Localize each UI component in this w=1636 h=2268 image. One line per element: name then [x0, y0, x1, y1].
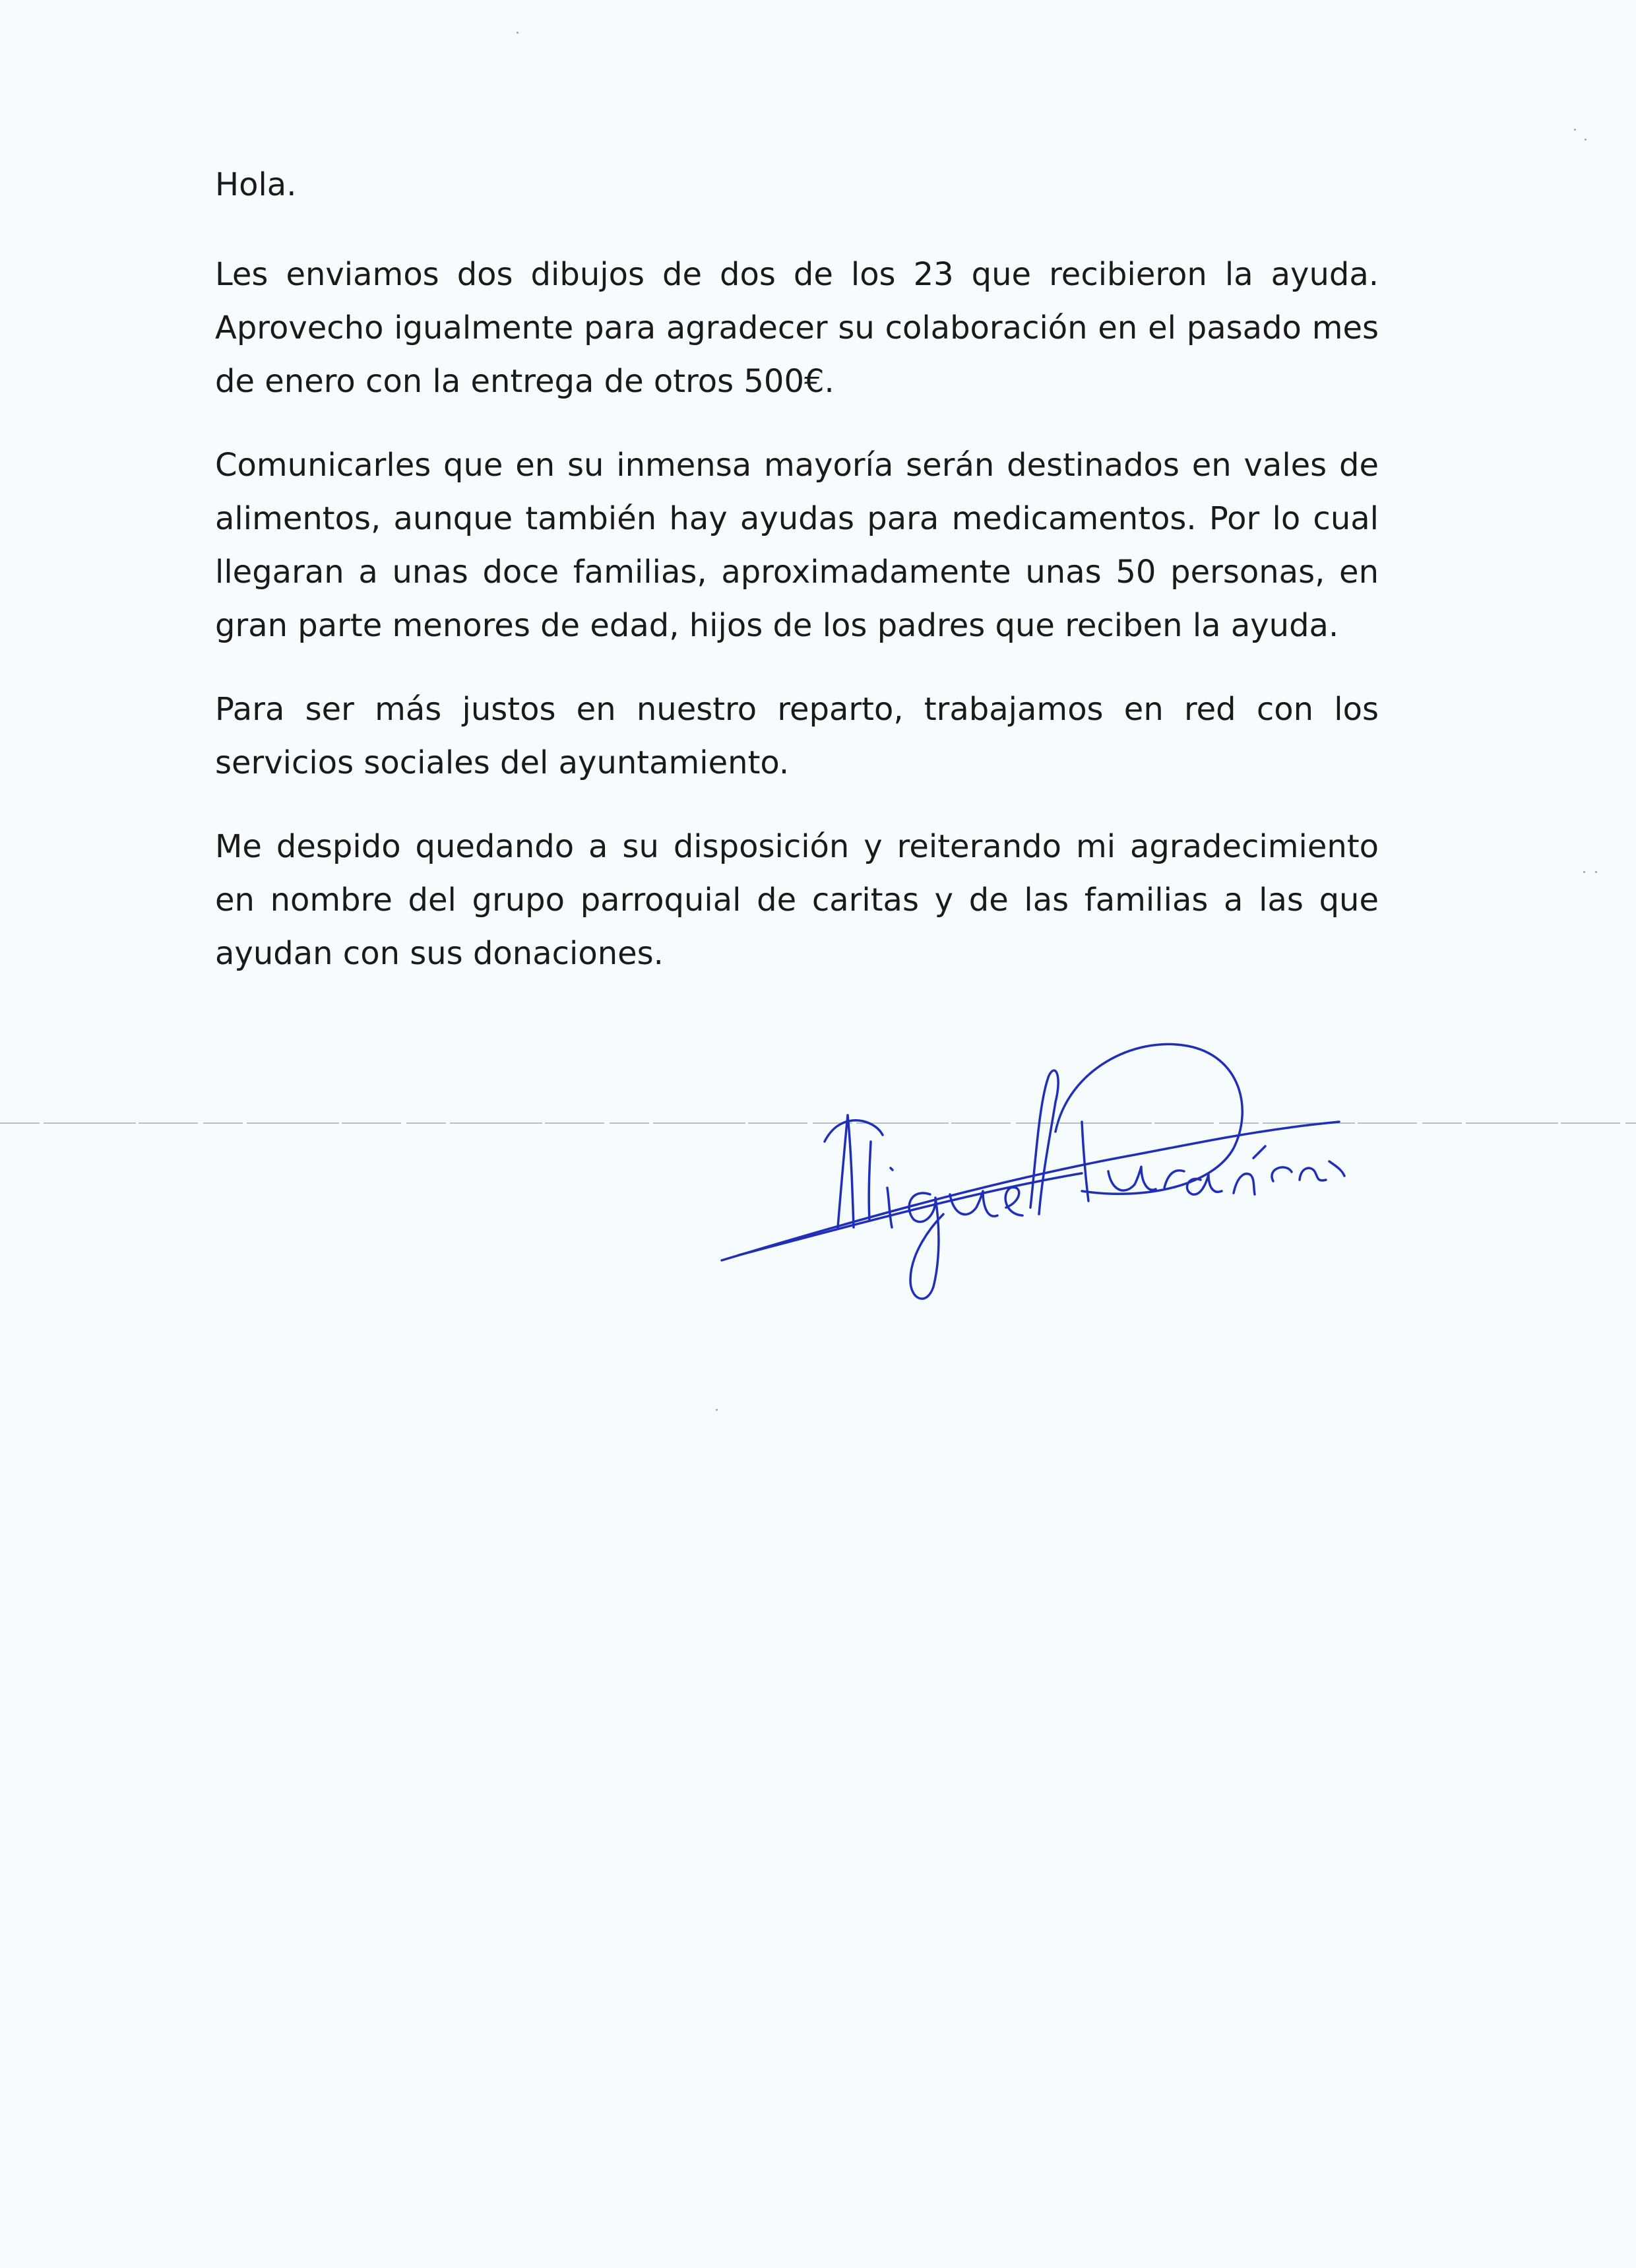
paragraph-4: Me despido quedando a su disposición y reiterando mi agradecimiento en nombre del grupo parroquial de caritas y de las familias a las que ayudan con sus donaciones. [215, 828, 1379, 972]
paper-speck [1574, 129, 1576, 131]
paragraph-3: Para ser más justos en nuestro reparto, trabajamos en red con los servicios sociales del ayuntamiento. [215, 691, 1379, 781]
handwritten-signature [712, 1010, 1346, 1307]
paper-speck [517, 32, 519, 34]
greeting: Hola. [215, 166, 297, 203]
letter-body [215, 158, 1379, 1011]
paper-speck [1585, 139, 1587, 141]
paragraph-1: Les enviamos dos dibujos de dos de los 23 que recibieron la ayuda. Aprovecho igualmente para agradecer su colaboración en el pasado mes de enero con la entrega de otros 500€. [215, 256, 1379, 400]
paper-speck [1583, 871, 1585, 873]
paper-speck [716, 1409, 718, 1411]
paragraph-2: Comunicarles que en su inmensa mayoría serán destinados en vales de alimentos, aunque también hay ayudas para medicamentos. Por lo cual llegaran a unas doce familias, aproximadamente unas 50 personas, en gran parte menores de edad, hijos de los padres que reciben la ayuda. [215, 447, 1379, 644]
paper-speck [1595, 871, 1597, 873]
